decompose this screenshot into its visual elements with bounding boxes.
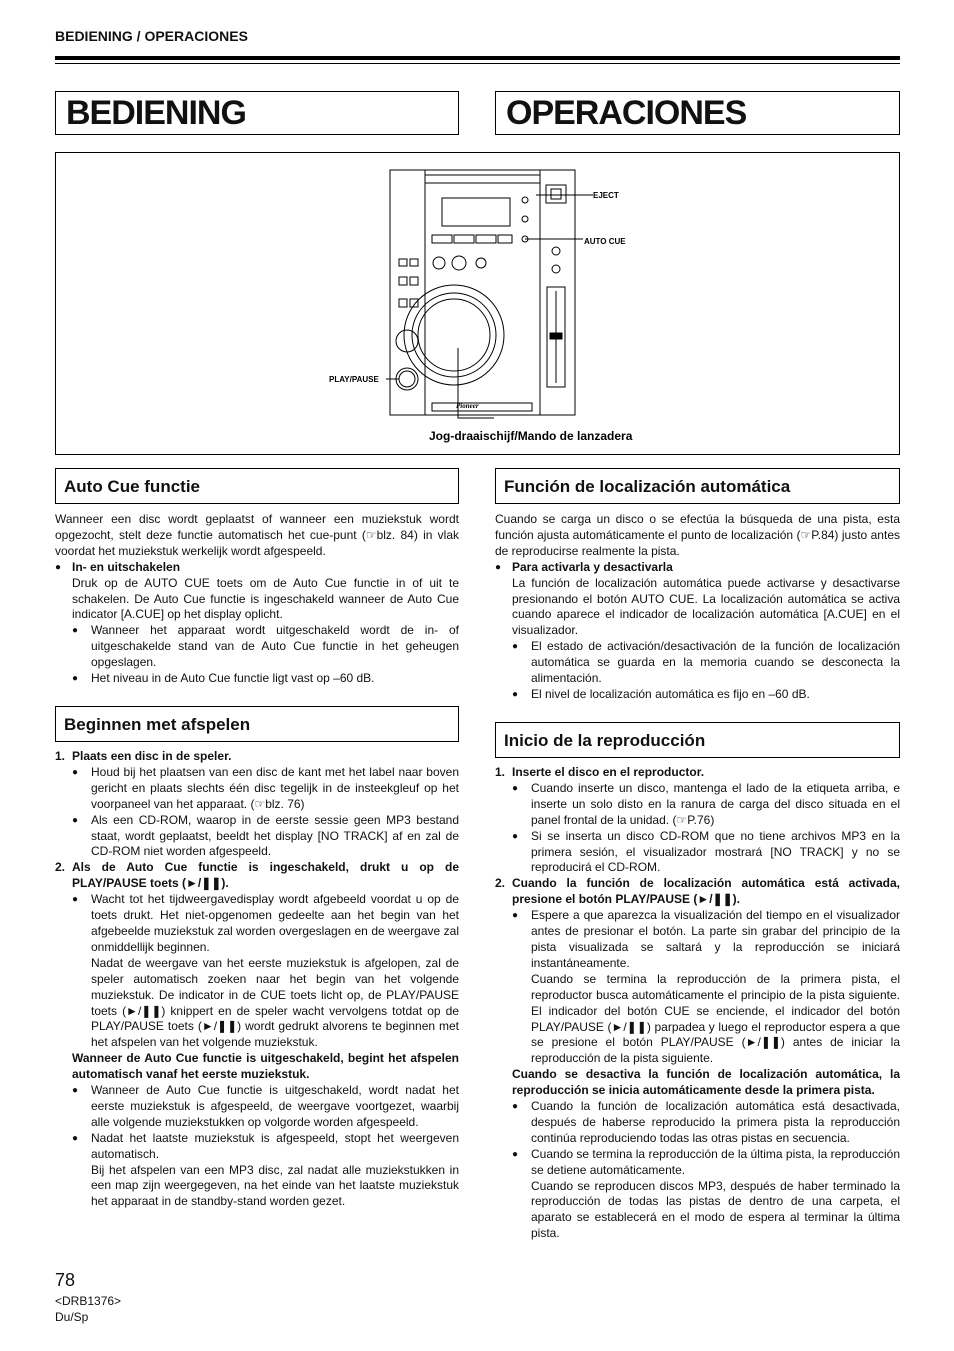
paragraph: Cuando se carga un disco o se efectúa la búsqueda de una pista, esta función ajusta automáticamente el punto de localización (☞P.84) justo antes de reproducirse realmente la pista. bbox=[495, 512, 900, 558]
bullet-item: ● Wanneer de Auto Cue functie is uitgeschakeld, wordt nadat het eerste muziekstuk is afgespeeld, de weergave voortgezet, waarbij alle volgende muziekstukken op volgorde worden afgespeeld. bbox=[55, 1083, 459, 1131]
bullet-item: ● El nivel de localización automática es fijo en –60 dB. bbox=[495, 687, 900, 703]
bold-note: Cuando se desactiva la función de localización automática, la reproducción se inicia automáticamente desde la primera pista. bbox=[512, 1067, 900, 1098]
paragraph: Cuando se termina la reproducción de la primera pista, el reproductor busca automáticamente el principio de la pista siguiente. El indicador del botón CUE se enciende, el indicador del botón PLAY/PAUSE (►/❚❚) parpadea y luego el reproductor espera a que se presione el botón PLAY/PAUSE (►/❚❚) antes de iniciar la reproducción de la pista siguiente. bbox=[531, 971, 900, 1066]
section-heading-box bbox=[55, 468, 459, 504]
section-header: BEDIENING / OPERACIONES bbox=[55, 28, 248, 44]
bullet-item: ● Espere a que aparezca la visualización del tiempo en el visualizador antes de presionar el botón. La parte sin grabar del principio de la pista visualizada se saltará y la reproducción se iniciará instantáneamente. bbox=[495, 908, 900, 972]
step-2: 2. Als de Auto Cue functie is ingeschakeld, drukt u op de PLAY/PAUSE toets (►/❚❚). bbox=[55, 860, 459, 891]
header-rule-thick bbox=[55, 56, 900, 60]
paragraph: Cuando se reproducen discos MP3, después de haber terminado la reproducción de todas las pistas de dentro de una carpeta, el aparato se establecerá en el modo de espera al terminar la última pista. bbox=[531, 1178, 900, 1241]
cdj-player-illustration bbox=[56, 153, 899, 454]
bullet-item: ● El estado de activación/desactivación de la función de localización automática se guarda en la memoria cuando se desconecta la alimentación. bbox=[495, 639, 900, 687]
bullet-item: ● Nadat het laatste muziekstuk is afgespeeld, stopt het weergeven automatisch. bbox=[55, 1131, 459, 1163]
bullet-item: ● Houd bij het plaatsen van een disc de kant met het label naar boven gericht en plaats slechts één disc tegelijk in de insteekgleuf op het voorpaneel van het apparaat. (☞blz. 76) bbox=[55, 765, 459, 813]
eject-label: EJECT bbox=[593, 191, 619, 200]
section-heading-box bbox=[495, 468, 900, 504]
section-heading-box bbox=[495, 722, 900, 758]
paragraph: Druk op de AUTO CUE toets om de Auto Cue functie in of uit te schakelen. De Auto Cue functie is ingeschakeld wanneer de Auto Cue indicator [A.CUE] op het display oplicht. bbox=[72, 575, 459, 622]
header-rule-thin bbox=[55, 63, 900, 64]
subheading: ● Para activarla y desactivarla bbox=[495, 560, 900, 576]
section-heading-box bbox=[55, 706, 459, 742]
bullet-item: ● Cuando inserte un disco, mantenga el lado de la etiqueta arriba, e inserte un solo disto en la ranura de carga del disco situada en el panel frontal de la unidad. (☞P.76) bbox=[495, 781, 900, 829]
paragraph: Nadat de weergave van het eerste muziekstuk is afgelopen, zal de speler automatisch zoeken naar het begin van het volgende muziekstuk. De indicator in de CUE toets licht op, de PLAY/PAUSE toets (►/❚❚) knippert en de speler wacht vervolgens totdat op de PLAY/PAUSE toets (►/❚❚) wordt gedrukt alvorens te beginnen met het afspelen van het volgende muziekstuk. bbox=[91, 955, 459, 1050]
page-title-left: BEDIENING bbox=[66, 94, 246, 132]
step-1: 1. Plaats een disc in de speler. bbox=[55, 749, 232, 763]
auto-cue-text-right bbox=[495, 512, 900, 703]
paragraph: Wanneer een disc wordt geplaatst of wanneer een muziekstuk wordt opgezocht, stelt deze functie automatisch het cue-punt (☞blz. 84) in vlak voordat het muziekstuk werkelijk wordt afgespeeld. bbox=[55, 512, 459, 558]
bullet-item: ● Het niveau in de Auto Cue functie ligt vast op –60 dB. bbox=[55, 671, 459, 687]
device-figure bbox=[55, 152, 900, 455]
paragraph: Bij het afspelen van een MP3 disc, zal nadat alle muziekstukken in een map zijn weergegeven, na het einde van het laatste muziekstuk het apparaat in de standby-stand worden gezet. bbox=[91, 1162, 459, 1209]
auto-cue-heading-left: Auto Cue functie bbox=[64, 477, 200, 496]
jog-label: Jog-draaischijf/Mando de lanzadera bbox=[429, 429, 633, 443]
bullet-item: ● Cuando se termina la reproducción de la última pista, la reproducción se detiene automáticamente. bbox=[495, 1147, 900, 1179]
auto-cue-text-left bbox=[55, 512, 459, 687]
doc-lang: Du/Sp bbox=[55, 1310, 89, 1324]
auto-cue-heading-right: Función de localización automática bbox=[504, 477, 791, 496]
step-1: 1. Inserte el disco en el reproductor. bbox=[495, 765, 705, 779]
page-number: 78 bbox=[55, 1270, 76, 1290]
bullet-item: ● Si se inserta un disco CD-ROM que no tiene archivos MP3 en la primera sesión, el visualizador mostrará [NO TRACK] y no se reproducirá el CD-ROM. bbox=[495, 829, 900, 877]
auto-cue-label: AUTO CUE bbox=[584, 237, 626, 246]
bullet-item: ● Wacht tot het tijdweergavedisplay wordt afgebeeld voordat u op de toets drukt. Het niet-opgenomen gedeelte aan het begin van het afgebeelde muziekstuk zal worden overgeslagen en de weergave zal onmiddellijk beginnen. bbox=[55, 892, 459, 956]
title-box-right bbox=[495, 91, 900, 135]
bold-note: Wanneer de Auto Cue functie is uitgeschakeld, begint het afspelen automatisch vanaf het eerste muziekstuk. bbox=[72, 1051, 459, 1082]
play-text-left bbox=[55, 749, 459, 1210]
title-box-left bbox=[55, 91, 459, 135]
play-heading-left: Beginnen met afspelen bbox=[64, 715, 251, 734]
bullet-item: ● Cuando la función de localización automática está desactivada, después de haberse reproducido la primera pista la reproducción continúa reproduciendo todas las otras pistas en secuencia. bbox=[495, 1099, 900, 1147]
doc-id: <DRB1376> bbox=[55, 1294, 122, 1308]
bullet-item: ● Als een CD-ROM, waarop in de eerste sessie geen MP3 bestand staat, wordt geplaatst, beeldt het display [NO TRACK] af en zal de CD-ROM niet worden afgespeeld. bbox=[55, 813, 459, 861]
paragraph: La función de localización automática puede activarse y desactivarse presionando el botón AUTO CUE. La localización automática se activa cuando aparece el indicador de localización automática [A.CUE] en el visualizador. bbox=[512, 575, 900, 638]
brand-logo: Pioneer bbox=[456, 402, 479, 410]
bullet-item: ● Wanneer het apparaat wordt uitgeschakeld wordt de in- of uitgeschakelde stand van de Auto Cue functie in het geheugen opgeslagen. bbox=[55, 623, 459, 671]
subheading: ● In- en uitschakelen bbox=[55, 560, 459, 576]
step-2: 2. Cuando la función de localización automática está activada, presione el botón PLAY/PAUSE (►/❚❚). bbox=[495, 876, 900, 907]
play-heading-right: Inicio de la reproducción bbox=[504, 731, 706, 750]
play-text-right bbox=[495, 765, 900, 1242]
document-code bbox=[55, 1293, 121, 1325]
play-pause-label: PLAY/PAUSE bbox=[329, 375, 379, 384]
page-title-right: OPERACIONES bbox=[506, 94, 747, 132]
